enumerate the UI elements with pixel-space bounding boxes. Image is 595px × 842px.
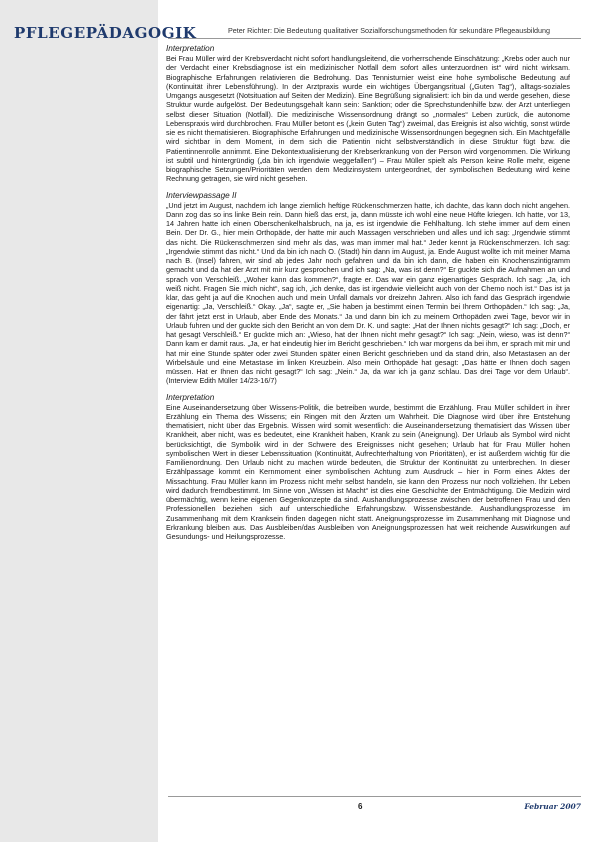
section-title-interpretation-2: Interpretation — [166, 392, 215, 402]
section-text-interview-passage-2: „Und jetzt im August, nachdem ich lange ziemlich heftige Rückenschmerzen hatte, ich dachte, das kann doch nicht angehen. Dann zog das so ins linke Bein rein. Dann hieß das erst, ja, dann müsste ich wohl eine neue Hüfte kriegen. Ich hatte, vor 13, 14 Jahren hatte ich einen Oberschenkelhalsbruch, na ja, es ist irgendwie die Fehlhaltung. Ich stehe immer auf dem einen Bein. Der Dr. G., hier mein Orthopäde, der hatte mir auch Massagen verschrieben und alles und ich sag: „Irgendwie stimmt das nicht. Die Rückenschmerzen sind mehr als das, was man immer mal hat.“ Jeder kennt ja Rückenschmerzen. Ich sag: „Irgendwie stimmt das nicht.“ Und da bin ich nach O. (Stadt) hin dann im August, ja. Ende August wollte ich mit meiner Mama nach B. (Insel) fahren, wir sind ab jedes Jahr noch gefahren und da bin ich dann, die haben ein Knochenszintigramm gemacht und da hat der Arzt mit mir kurz gesprochen und ich sag: „Na, was ist denn?“ Er guckte sich die Aufnahmen an und sprach von Verschleiß. „Woher kann das kommen?“, fragte er. Das war ein ganz eigenartiges Gespräch. Ich sag: „Ja, ich weiß nicht. Fragen Sie mich nicht“, sag ich, „ich denke, das ist irgendwie vielleicht auch von der Chemo noch ist.“ Das ist ja klar, das geht ja auf die Knochen auch und mein Unfall damals vor dreizehn Jahren. Also ich fand das Gespräch irgendwie eigenartig: „Ja, Verschleiß.“ Okay. „Ja“, sagte er, „Sie haben ja bestimmt einen Termin bei Ihrem Orthopäden.“ Ich sag: „Ja, der fährt jetzt erst in Urlaub, aber Ende des Monats.“ Ja und dann bin ich zu meinem Orthopäden zwei Tage, bevor wir in Urlaub fuhren und der guckte sich den Bericht an von dem Dr. K. und sagte: „Hat der Ihnen nichts gesagt?“ Ich sag: „Doch, er hat gesagt Verschleiß.“ Er guckte mich an: „Wieso, hat der Ihnen nicht mehr gesagt?“ Ich sag: „Nein, wieso, was ist denn?“ Dann kam er damit raus. „Ja, er hat eindeutig hier im Bericht geschrieben.“ Ich war morgens da bei ihm, er sprach mit mir und hat mir eine Stunde später oder zwei Stunden später einen Bericht geschrieben und da stand drin, also Metastasen an der Wirbelsäule und eine Metastase im linken Kreuzbein. Also mein Orthopäde hat gesagt: „Das hätte er Ihnen doch sagen müssen. Hat er Ihnen das nicht gesagt?“ Ich sag: „Nein.“ Ja, da war ich ja ganz schlau. Das drei Tage vor dem Urlaub“. (Interview Edith Müller 14/23-16/7) — [166, 200, 570, 386]
journal-logo: PFLEGEPÄDAGOGIK — [14, 24, 197, 42]
header-rule — [168, 38, 581, 39]
section-title-interpretation-1: Interpretation — [166, 44, 215, 53]
page-footer — [168, 796, 581, 820]
left-sidebar-band — [0, 0, 158, 842]
page-number: 6 — [358, 802, 363, 811]
issue-date: Februar 2007 — [524, 802, 581, 811]
section-title-interview-passage-2: Interviewpassage II — [166, 190, 237, 200]
section-text-interpretation-2: Eine Auseinandersetzung über Wissens-Politik, die betreiben wurde, bestimmt die Erzählung. Frau Müller schildert in ihrer Erzählung ein Thema des Wissens; ein Ringen mit den Ärzten um Wahrheit. Die Diagnose wird über ihre Entstehung thematisiert, nicht über das Ergebnis. Wissen wird somit wesentlich: die Auseinandersetzung thematisiert das Wissen über Krankheit, aber nicht, was es bedeutet, eine Krankheit haben, Krank zu sein (Aneignung). Der Urlaub als Symbol wird nicht berücksichtigt, die Symbolik wird in der Schwere des Ereignisses nicht gesehen; Urlaub hat für Frau Müller hohen symbolischen Wert in dieser Lebenssituation (Kontinuität, Aufrechterhaltung von Prioritäten), er ist außerdem wichtig für die Familienordnung. Den Urlaub nicht zu machen würde bedeuten, die Struktur der Kontinuität zu unterbrechen. In dieser Erzählpassage kommt ein Kernmoment einer symbolischen Achtung zum Ausdruck – hier in Form eines Aktes der Missachtung. Frau Müller kann im Prozess nicht mehr selbst handeln, sie kann den Prozess nur noch vollziehen. Ihr Leben wird dadurch fremdbestimmt. Im Sinne von „Wissen ist Macht“ ist dies eine Geschichte der Entmächtigung. Die Medizin wird übermächtig, wenn keine eigenen Gegenkonzepte da sind. Aushandlungsprozesse zwischen der betroffenen Frau und den Professionellen beziehen sich auf unterschiedliche Erfahrungsbzw. Wissensbestände. Aushandlungsprozesse im Zusammenhang mit dem Kranksein finden dagegen nicht statt. Aneignungsprozesse im Zusammenhang mit Diagnose und Erkrankung bleiben aus. Das Ausbleiben/das Ausbleiben von Aneignungsprozessen hat weit reichende Auswirkungen auf Gesundungs- und Heilungsprozesse. — [166, 402, 570, 541]
section-text-interpretation-1: Bei Frau Müller wird der Krebsverdacht nicht sofort handlungsleitend, die vorherrschende Einschätzung: „Krebs oder auch nur der Verdacht einer Krebsdiagnose ist ein medizinischer Notfall dem sofort alles unterzuordnen ist“ wird nicht wirksam. Biographische Erfahrungen relativieren die Bedrohung. Das Tennisturnier weist eine hohe symbolische Bedeutung auf (Kontinuität ihrer Lebensführung). In der Arztpraxis wurde ein wichtiges Übergangsritual („Guten Tag“), alltags-soziales Umgangs ausgesetzt (Notsituation auf Seiten der Medizin). Eine Begrüßung signalisiert: ich bin da und werde gesehen, diese Struktur wurde aufgelöst. Der Bedeutungsgehalt kann sein: Sanktion; oder die Sprechstundenhilfe bzw. der Arzt unterliegen selbst dieser Situation (Notfall). Die medizinische Wissensordnung drängt so „normales“ Leben zurück, die autonome Lebenspraxis wird durchbrochen. Frau Müller betont es („kein Guten Tag“) zweimal, das Ereignis ist also wichtig, sonst würde sie es nicht thematisieren. Biographische Erfahrungen und medizinische Wissensordnungen begegnen sich. Ein Machtgefälle wird sichtbar in dem Moment, in dem sich die Patientin nicht selbstverständlich in diese Struktur fügt bzw. die Patientinnenrolle annimmt. Eine Dekontextualisierung der Krebserkrankung von der Person wird vorgenommen. Die Wirkung ist subtil und hintergründig („da bin ich irgendwie weggefallen“) – Frau Müller spielt als Person keine Rolle mehr, eigene biographische Setzungen/Prioritäten werden dem Medizinsystem untergeordnet, der symbolischen Bedeutung wird keine Rechnung getragen, sie wird nicht gesehen. — [166, 54, 570, 184]
footer-rule — [168, 796, 581, 797]
running-header: Peter Richter: Die Bedeutung qualitativer Sozialforschungsmethoden für sekundäre Pflegeausbildung — [228, 26, 551, 35]
article-body — [166, 44, 570, 824]
